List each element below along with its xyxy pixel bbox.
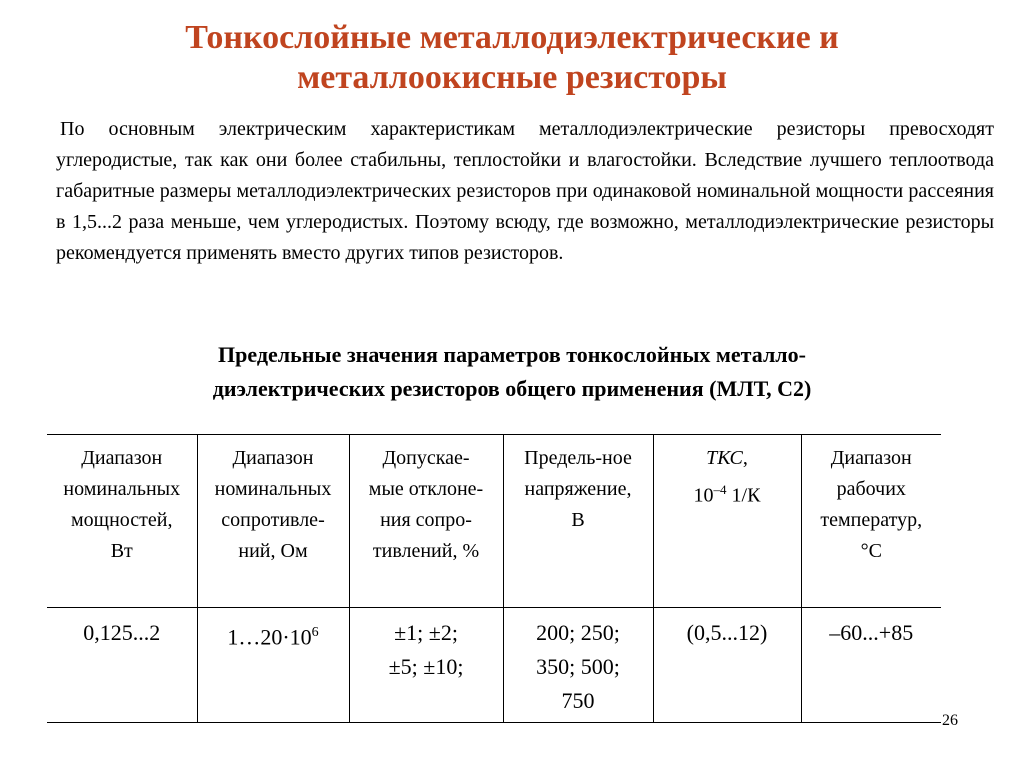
cell-resistance [197,608,349,723]
header-resistance-line: номинальных [214,478,332,500]
tks-label: ТКС [706,447,743,469]
header-voltage-line: Предель-ное [524,447,632,469]
header-tks-unit [654,474,801,512]
header-voltage [503,435,653,608]
slide-title [60,18,964,98]
header-tolerance-line: мые отклоне- [368,478,484,500]
header-tolerance-line: ния сопро- [380,509,472,531]
resistance-base: 1…20·10 [227,624,312,650]
header-resistance-line: сопротивле- [221,509,325,531]
header-resistance-range [197,435,349,608]
table-row [47,608,941,723]
header-resistance-line: ний, Ом [238,540,308,562]
header-voltage-line: В [571,509,585,531]
resistance-exponent: 6 [311,625,319,640]
cell-tolerance [349,608,503,723]
voltage-line: 200; 250; [536,620,620,645]
voltage-line: 750 [561,688,595,713]
header-temperature-line: температур, [820,509,923,531]
header-power-line: Вт [110,540,133,562]
tolerance-line: ±1; ±2; [394,620,458,645]
tks-unit-base: 10 [693,484,714,507]
cell-temperature: –60...+85 [801,608,941,723]
header-temperature-line: рабочих [836,478,906,500]
cell-voltage [503,608,653,723]
tks-unit-exponent: –4 [713,482,727,497]
table-header-row [47,435,941,608]
header-power-line: мощностей, [71,509,173,531]
header-power-line: номинальных [63,478,181,500]
header-voltage-line: напряжение, [524,478,632,500]
table-caption [40,338,984,406]
slide-title-line-2: металлоокисные резисторы [297,59,727,96]
cell-tks: (0,5...12) [653,608,801,723]
cell-power: 0,125...2 [83,620,161,645]
header-temperature-line: °С [860,540,882,562]
header-resistance-line: Диапазон [232,447,314,469]
header-tks [653,435,801,608]
tks-unit-rest: 1/К [726,484,761,507]
header-tks-title [654,443,801,474]
table-caption-line-1: Предельные значения параметров тонкослойных металло- [218,342,806,367]
slide-title-line-1: Тонкослойные металлодиэлектрические и [185,19,839,56]
page-number: 26 [942,712,958,729]
header-tolerance-line: Допускае- [382,447,470,469]
tolerance-line: ±5; ±10; [388,654,464,679]
header-power-range [47,435,197,608]
header-power-line: Диапазон [81,447,163,469]
voltage-line: 350; 500; [536,654,620,679]
header-tolerance-line: тивлений, % [372,540,480,562]
tks-suffix: , [742,447,748,469]
body-paragraph: По основным электрическим характеристикам металлодиэлектрические резисторы превосходят углеродистые, так как они более стабильны, теплостойки и влагостойки. Вследствие лучшего теплоотвода габаритные размеры металлодиэлектрических резисторов при одинаковой номинальной мощности рассеяния в 1,5...2 раза меньше, чем углеродистых. Поэтому всюду, где возможно, металлодиэлектрические резисторы рекомендуется применять вместо других типов резисторов. [56,118,994,264]
header-temperature-range [801,435,941,608]
parameters-table [47,434,941,723]
header-tolerance [349,435,503,608]
header-temperature-line: Диапазон [830,447,912,469]
table-caption-line-2: диэлектрических резисторов общего применения (МЛТ, С2) [212,376,812,401]
